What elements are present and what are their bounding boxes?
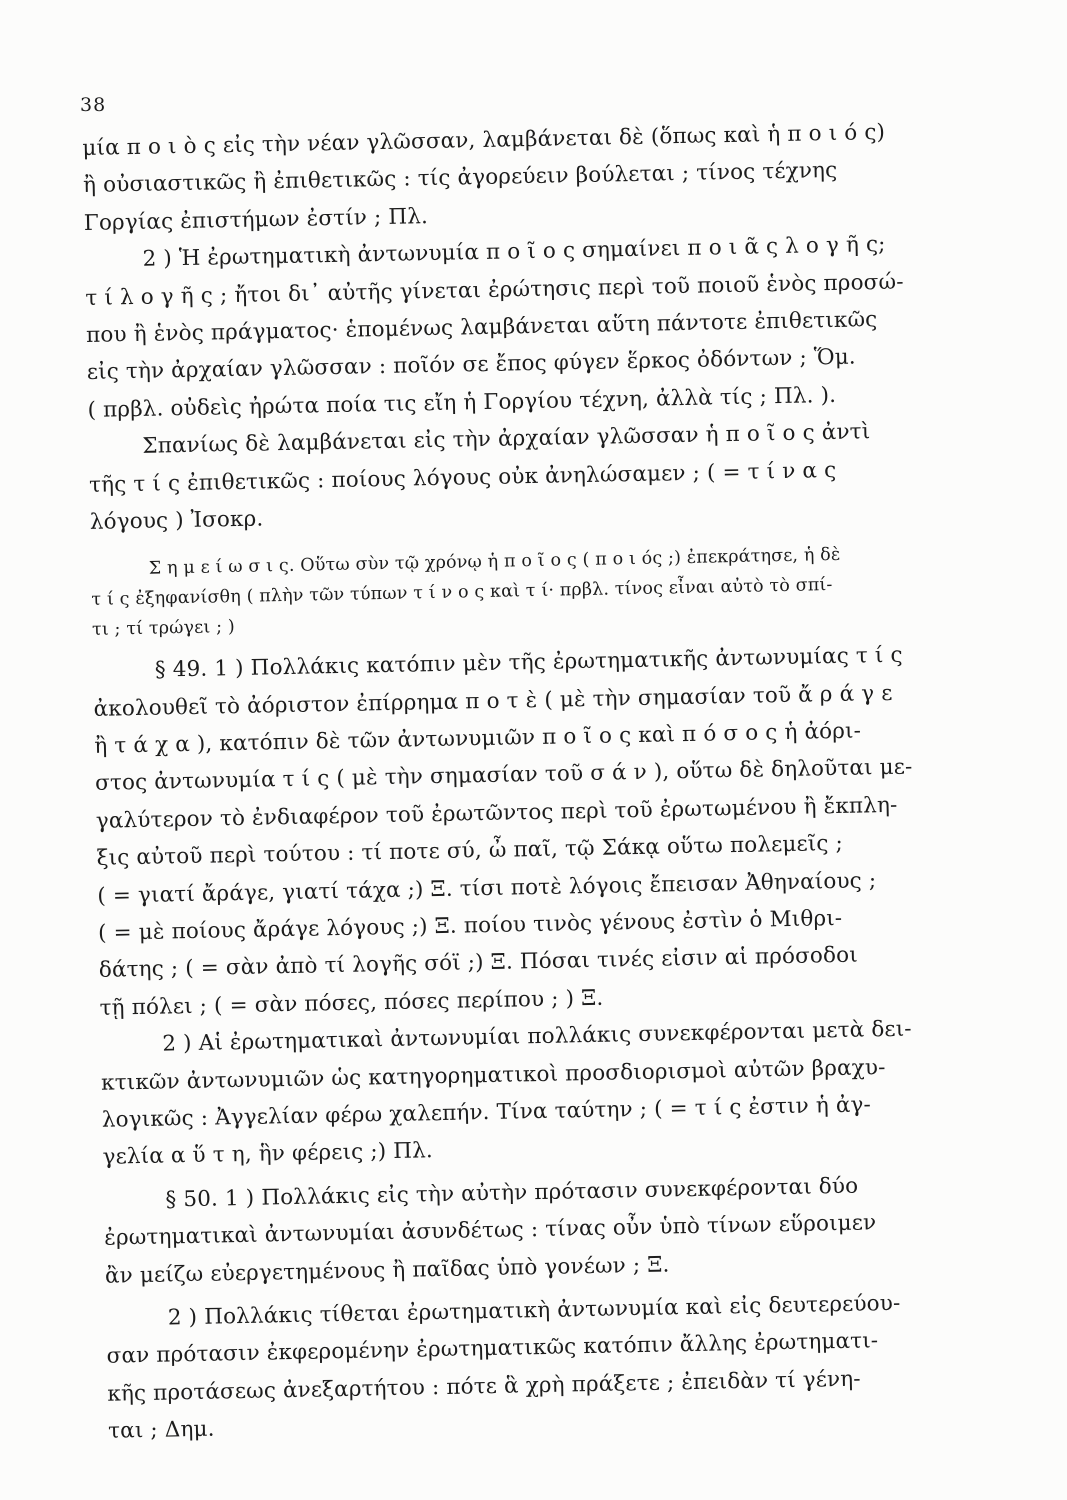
text-line: λογικῶς : Ἀγγελίαν φέρω χαλεπήν. Τίνα ταύτην ; ( = τ ί ς ἐστιν ἡ ἀγ- <box>101 1092 872 1133</box>
text-line: ξις αὐτοῦ περὶ τούτου : τί ποτε σύ, ὦ παῖ, τῷ Σάκᾳ οὕτω πολεμεῖς ; <box>96 831 844 872</box>
text-line: δάτης ; ( = σὰν ἀπὸ τί λογῆς σόϊ ;) Ξ. Πόσαι τινές εἰσιν αἱ πρόσοδοι <box>98 943 859 984</box>
text-line: στος ἀντωνυμία τ ί ς ( μὲ τὴν σημασίαν τοῦ σ ά ν ), οὕτω δὲ δηλοῦται με- <box>94 754 913 797</box>
text-line: ται ; Δημ. <box>107 1416 215 1444</box>
text-line: Σπανίως δὲ λαμβάνεται εἰς τὴν ἀρχαίαν γλῶσσαν ἡ π ο ῖ ο ς ἀντὶ <box>142 419 871 459</box>
text-line: 2 ) Πολλάκις τίθεται ἐρωτηματικὴ ἀντωνυμία καὶ εἰς δευτερεύου- <box>167 1290 901 1331</box>
text-line: τ ί λ ο γ ῆ ς ; ἤτοι δι᾽ αὐτῆς γίνεται ἐρώτησις περὶ τοῦ ποιοῦ ἑνὸς προσώ- <box>85 269 904 311</box>
section-50-heading: § 50. 1 ) Πολλάκις εἰς τὴν αὐτὴν πρότασιν συνεκφέρονται δύο <box>165 1173 859 1213</box>
text-line: που ἢ ἑνὸς πράγματος· ἑπομένως λαμβάνεται αὕτη πάντοτε ἐπιθετικῶς <box>85 307 878 348</box>
note-line: τ ί ς ἐξηφανίσθη ( πλὴν τῶν τύπων τ ί ν ο ς καὶ τ ί· πρβλ. τίνος εἶναι αὐτὸ τὸ σπί- <box>91 575 833 611</box>
body-text <box>82 112 1008 1450</box>
text-line: 2 ) Ἡ ἐρωτηματικὴ ἀντωνυμία π ο ῖ ο ς σημαίνει π ο ι ᾶ ς λ ο γ ῆ ς; <box>142 232 886 272</box>
page-number: 38 <box>80 94 107 116</box>
text-line: κτικῶν ἀντωνυμιῶν ὡς κατηγορηματικοὶ προσδιορισμοὶ αὐτῶν βραχυ- <box>100 1054 886 1096</box>
footnote <box>91 537 993 645</box>
note-line: Σ η μ ε ί ω σ ι ς. Οὕτω σὺν τῷ χρόνῳ ἡ π ο ῖ ο ς ( π ο ι ός ;) ἐπεκράτησε, ἡ δὲ <box>148 545 841 580</box>
text-line: 2 ) Αἱ ἐρωτηματικαὶ ἀντωνυμίαι πολλάκις συνεκφέρονται μετὰ δει- <box>162 1016 912 1057</box>
text-line: γελία α ὕ τ η, ἣν φέρεις ;) Πλ. <box>102 1138 434 1171</box>
text-line: σαν πρότασιν ἐκφερομένην ἐρωτηματικῶς κατόπιν ἄλλης ἐρωτηματι- <box>106 1328 879 1370</box>
text-line: εἰς τὴν ἀρχαίαν γλῶσσαν : ποῖόν σε ἔπος φύγεν ἕρκος ὀδόντων ; Ὅμ. <box>86 344 857 386</box>
text-line: τῇ πόλει ; ( = σὰν πόσες, πόσες περίπου ; ) Ξ. <box>99 985 604 1021</box>
text-line: ἢ τ ά χ α ), κατόπιν δὲ τῶν ἀντωνυμιῶν π ο ῖ ο ς καὶ π ό σ ο ς ἡ ἀόρι- <box>94 718 862 759</box>
text-line: ἢ οὐσιαστικῶς ἢ ἐπιθετικῶς : τίς ἀγορεύειν βούλεται ; τίνος τέχνης <box>82 158 838 199</box>
text-line: κῆς προτάσεως ἀνεξαρτήτου : πότε ἃ χρὴ πράξετε ; ἐπειδὰν τί γένη- <box>107 1366 861 1407</box>
section-49-heading: § 49. 1 ) Πολλάκις κατόπιν μὲν τῆς ἐρωτηματικῆς ἀντωνυμίας τ ί ς <box>154 642 903 683</box>
text-line: Γοργίας ἐπιστήμων ἐστίν ; Πλ. <box>83 203 429 236</box>
text-line: ( = μὲ ποίους ἄράγε λόγους ;) Ξ. ποίου τινὸς γένους ἐστὶν ὁ Μιθρι- <box>97 905 843 946</box>
text-line: γαλύτερον τὸ ἐνδιαφέρον τοῦ ἐρωτῶντος περὶ τοῦ ἐρωτωμένου ἢ ἔκπλη- <box>95 792 898 834</box>
text-line: ( πρβλ. οὐδεὶς ἠρώτα ποία τις εἴη ἡ Γοργίου τέχνη, ἀλλὰ τίς ; Πλ. ). <box>87 382 837 423</box>
text-line: ἐρωτηματικαὶ ἀντωνυμίαι ἀσυνδέτως : τίνας οὖν ὑπὸ τίνων εὕροιμεν <box>103 1210 877 1251</box>
text-line: λόγους ) Ἰσοκρ. <box>89 506 264 535</box>
text-line: ἀκολουθεῖ τὸ ἀόριστον ἐπίρρημα π ο τ ὲ ( μὲ τὴν σημασίαν τοῦ ἄ ρ ά γ ε <box>93 680 893 722</box>
text-line: ( = γιατί ἄράγε, γιατί τάχα ;) Ξ. τίσι ποτὲ λόγοις ἔπεισαν Ἀθηναίους ; <box>97 867 877 909</box>
text-line: ἂν μείζω εὐεργετημένους ἢ παῖδας ὑπὸ γονέων ; Ξ. <box>104 1251 670 1289</box>
text-line: τῆς τ ί ς ἐπιθετικῶς : ποίους λόγους οὐκ ἀνηλώσαμεν ; ( = τ ί ν α ς <box>88 457 837 498</box>
text-line: μία π ο ι ὸ ς εἰς τὴν νέαν γλῶσσαν, λαμβάνεται δὲ (ὅπως καὶ ἡ π ο ι ό ς) <box>82 119 886 161</box>
note-line: τι ; τί τρώγει ; ) <box>91 617 236 641</box>
